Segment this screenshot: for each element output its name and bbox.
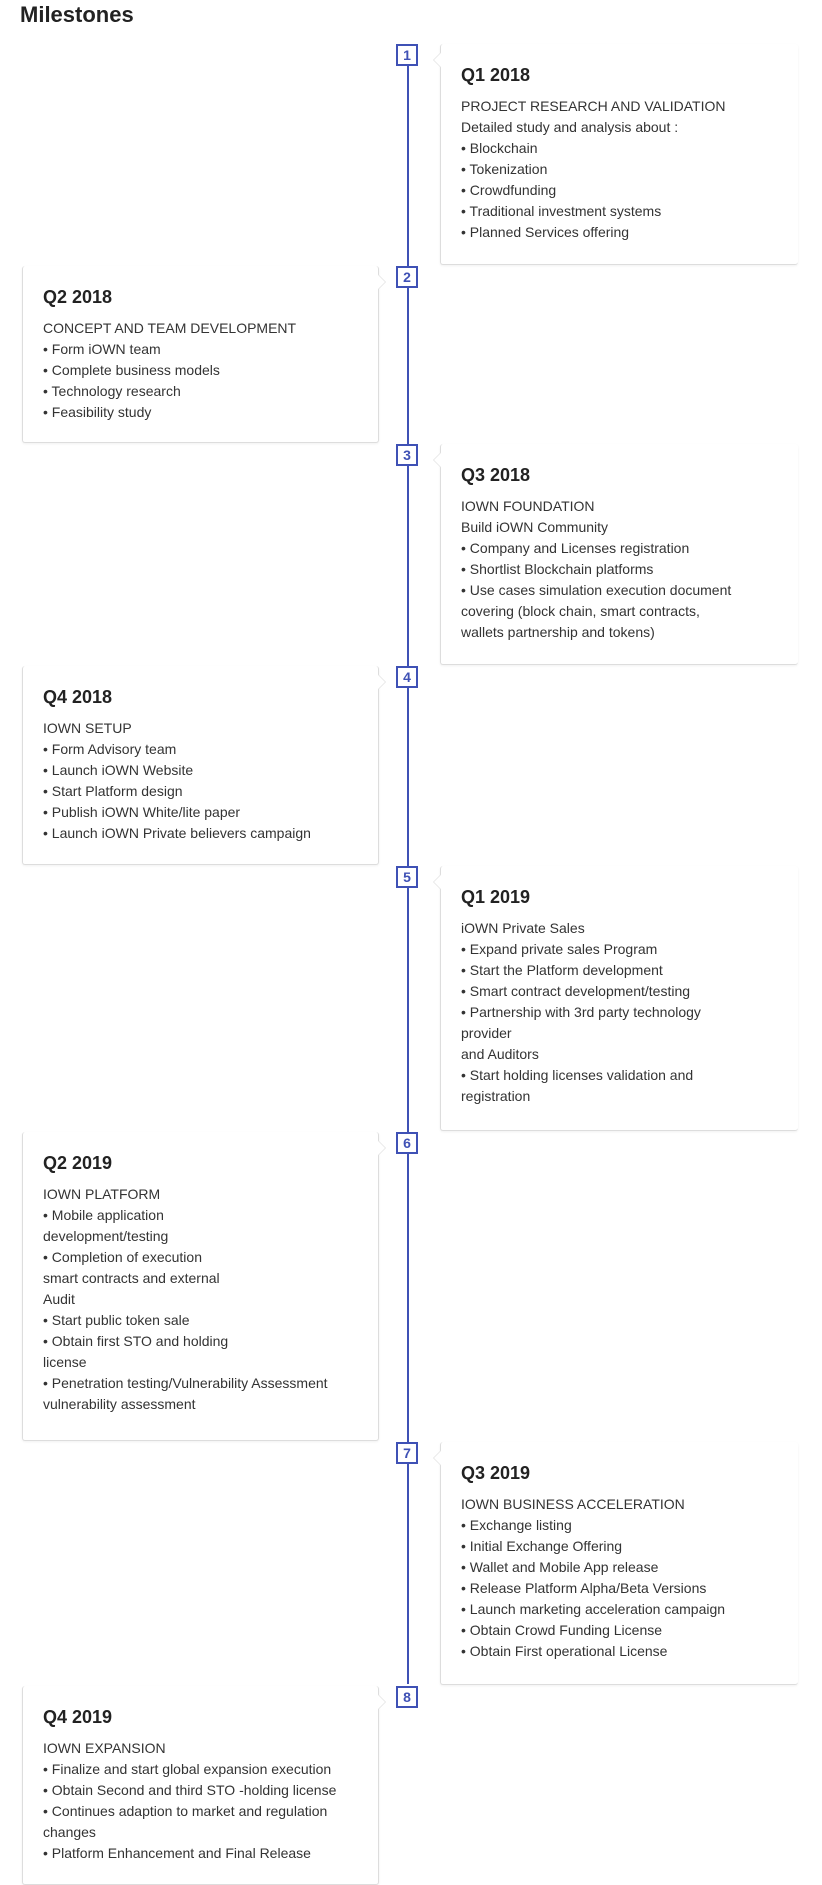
milestone-marker-4: 4: [396, 666, 418, 688]
milestone-item: • Obtain Crowd Funding License: [461, 1622, 663, 1638]
milestone-item: • Form Advisory team: [43, 741, 177, 757]
milestone-item: • Feasibility study: [43, 404, 152, 420]
milestone-item: • Obtain Second and third STO -holding license: [43, 1782, 337, 1798]
milestone-item: • Planned Services offering: [461, 224, 630, 240]
milestone-quarter: Q3 2018: [461, 465, 531, 485]
card-pointer: [433, 874, 441, 890]
milestone-items: [43, 718, 358, 844]
milestone-marker-1: 1: [396, 44, 418, 66]
milestone-quarter: Q1 2019: [461, 887, 531, 907]
milestone-item: IOWN PLATFORM: [43, 1186, 161, 1202]
milestone-item: • Use cases simulation execution document covering (block chain, smart contracts, wallets partnership and tokens): [461, 582, 732, 640]
milestone-item: • Finalize and start global expansion execution: [43, 1761, 332, 1777]
card-pointer: [433, 52, 441, 68]
milestone-item: • Obtain First operational License: [461, 1643, 668, 1659]
milestone-item: • Blockchain: [461, 140, 538, 156]
milestone-marker-6: 6: [396, 1132, 418, 1154]
milestone-items: [43, 318, 358, 423]
milestone-item: iOWN Private Sales: [461, 920, 585, 936]
milestone-item: • Start holding licenses validation and registration: [461, 1067, 694, 1104]
milestone-marker-8: 8: [396, 1686, 418, 1708]
milestone-item: • Launch marketing acceleration campaign: [461, 1601, 726, 1617]
milestone-item: • Wallet and Mobile App release: [461, 1559, 659, 1575]
milestone-item: • Initial Exchange Offering: [461, 1538, 623, 1554]
card-pointer: [378, 674, 386, 690]
milestone-item: CONCEPT AND TEAM DEVELOPMENT: [43, 320, 297, 336]
milestone-item: • Complete business models: [43, 362, 220, 378]
milestone-item: Detailed study and analysis about :: [461, 119, 679, 135]
milestone-item: • Smart contract development/testing: [461, 983, 691, 999]
milestone-quarter: Q2 2019: [43, 1153, 113, 1173]
milestone-item: • Start public token sale: [43, 1312, 190, 1328]
milestone-item: • Tokenization: [461, 161, 548, 177]
card-pointer: [378, 1694, 386, 1710]
page-title: Milestones: [20, 2, 134, 27]
milestone-quarter: Q4 2018: [43, 687, 113, 707]
milestone-item: • Obtain first STO and holding license: [43, 1333, 229, 1370]
milestone-marker-7: 7: [396, 1442, 418, 1464]
milestone-item: Build iOWN Community: [461, 519, 609, 535]
milestone-card-q1-2018: [440, 44, 798, 265]
card-pointer: [433, 452, 441, 468]
milestone-card-q2-2018: [22, 266, 379, 443]
milestone-item: • Publish iOWN White/lite paper: [43, 804, 241, 820]
milestone-item: • Start Platform design: [43, 783, 183, 799]
milestone-marker-2: 2: [396, 266, 418, 288]
milestone-item: • Partnership with 3rd party technology provider: [461, 1004, 701, 1041]
milestone-item: • Platform Enhancement and Final Release: [43, 1845, 311, 1861]
milestone-card-q1-2019: [440, 866, 798, 1131]
milestone-item: IOWN SETUP: [43, 720, 132, 736]
milestone-item: • Crowdfunding: [461, 182, 557, 198]
milestone-item: IOWN BUSINESS ACCELERATION: [461, 1496, 685, 1512]
milestone-items: [461, 1494, 778, 1662]
milestone-marker-5: 5: [396, 866, 418, 888]
milestone-quarter: Q1 2018: [461, 65, 531, 85]
milestone-item: • Continues adaption to market and regulation changes: [43, 1803, 328, 1840]
milestone-item: • Technology research: [43, 383, 181, 399]
milestone-item: • Release Platform Alpha/Beta Versions: [461, 1580, 707, 1596]
milestone-items: [43, 1184, 358, 1415]
milestone-item: • Shortlist Blockchain platforms: [461, 561, 654, 577]
milestone-marker-3: 3: [396, 444, 418, 466]
milestone-item: • Traditional investment systems: [461, 203, 662, 219]
timeline-line: [407, 44, 409, 1684]
milestone-item: • Completion of execution smart contracts and external Audit: [43, 1249, 220, 1307]
milestone-quarter: Q2 2018: [43, 287, 113, 307]
milestone-quarter: Q3 2019: [461, 1463, 531, 1483]
milestone-item: • Launch iOWN Website: [43, 762, 194, 778]
milestone-card-q4-2018: [22, 666, 379, 865]
milestone-item: • Penetration testing/Vulnerability Assessment vulnerability assessment: [43, 1375, 328, 1412]
milestone-item: • Form iOWN team: [43, 341, 161, 357]
milestone-items: [461, 918, 778, 1107]
milestone-card-q2-2019: [22, 1132, 379, 1441]
card-pointer: [433, 1450, 441, 1466]
milestone-item: • Launch iOWN Private believers campaign: [43, 825, 311, 841]
milestone-item: IOWN EXPANSION: [43, 1740, 166, 1756]
milestone-item: • Start the Platform development: [461, 962, 663, 978]
milestone-item: • Expand private sales Program: [461, 941, 658, 957]
card-pointer: [378, 1140, 386, 1156]
milestone-items: [43, 1738, 358, 1864]
milestone-item: and Auditors: [461, 1046, 539, 1062]
milestone-items: [461, 96, 778, 243]
milestone-item: PROJECT RESEARCH AND VALIDATION: [461, 98, 726, 114]
card-pointer: [378, 274, 386, 290]
milestone-item: • Exchange listing: [461, 1517, 572, 1533]
milestone-card-q3-2018: [440, 444, 798, 665]
milestone-card-q3-2019: [440, 1442, 798, 1685]
milestone-item: IOWN FOUNDATION: [461, 498, 595, 514]
milestone-item: • Company and Licenses registration: [461, 540, 690, 556]
milestone-quarter: Q4 2019: [43, 1707, 113, 1727]
milestone-items: [461, 496, 778, 643]
milestone-card-q4-2019: [22, 1686, 379, 1885]
milestone-item: • Mobile application development/testing: [43, 1207, 169, 1244]
